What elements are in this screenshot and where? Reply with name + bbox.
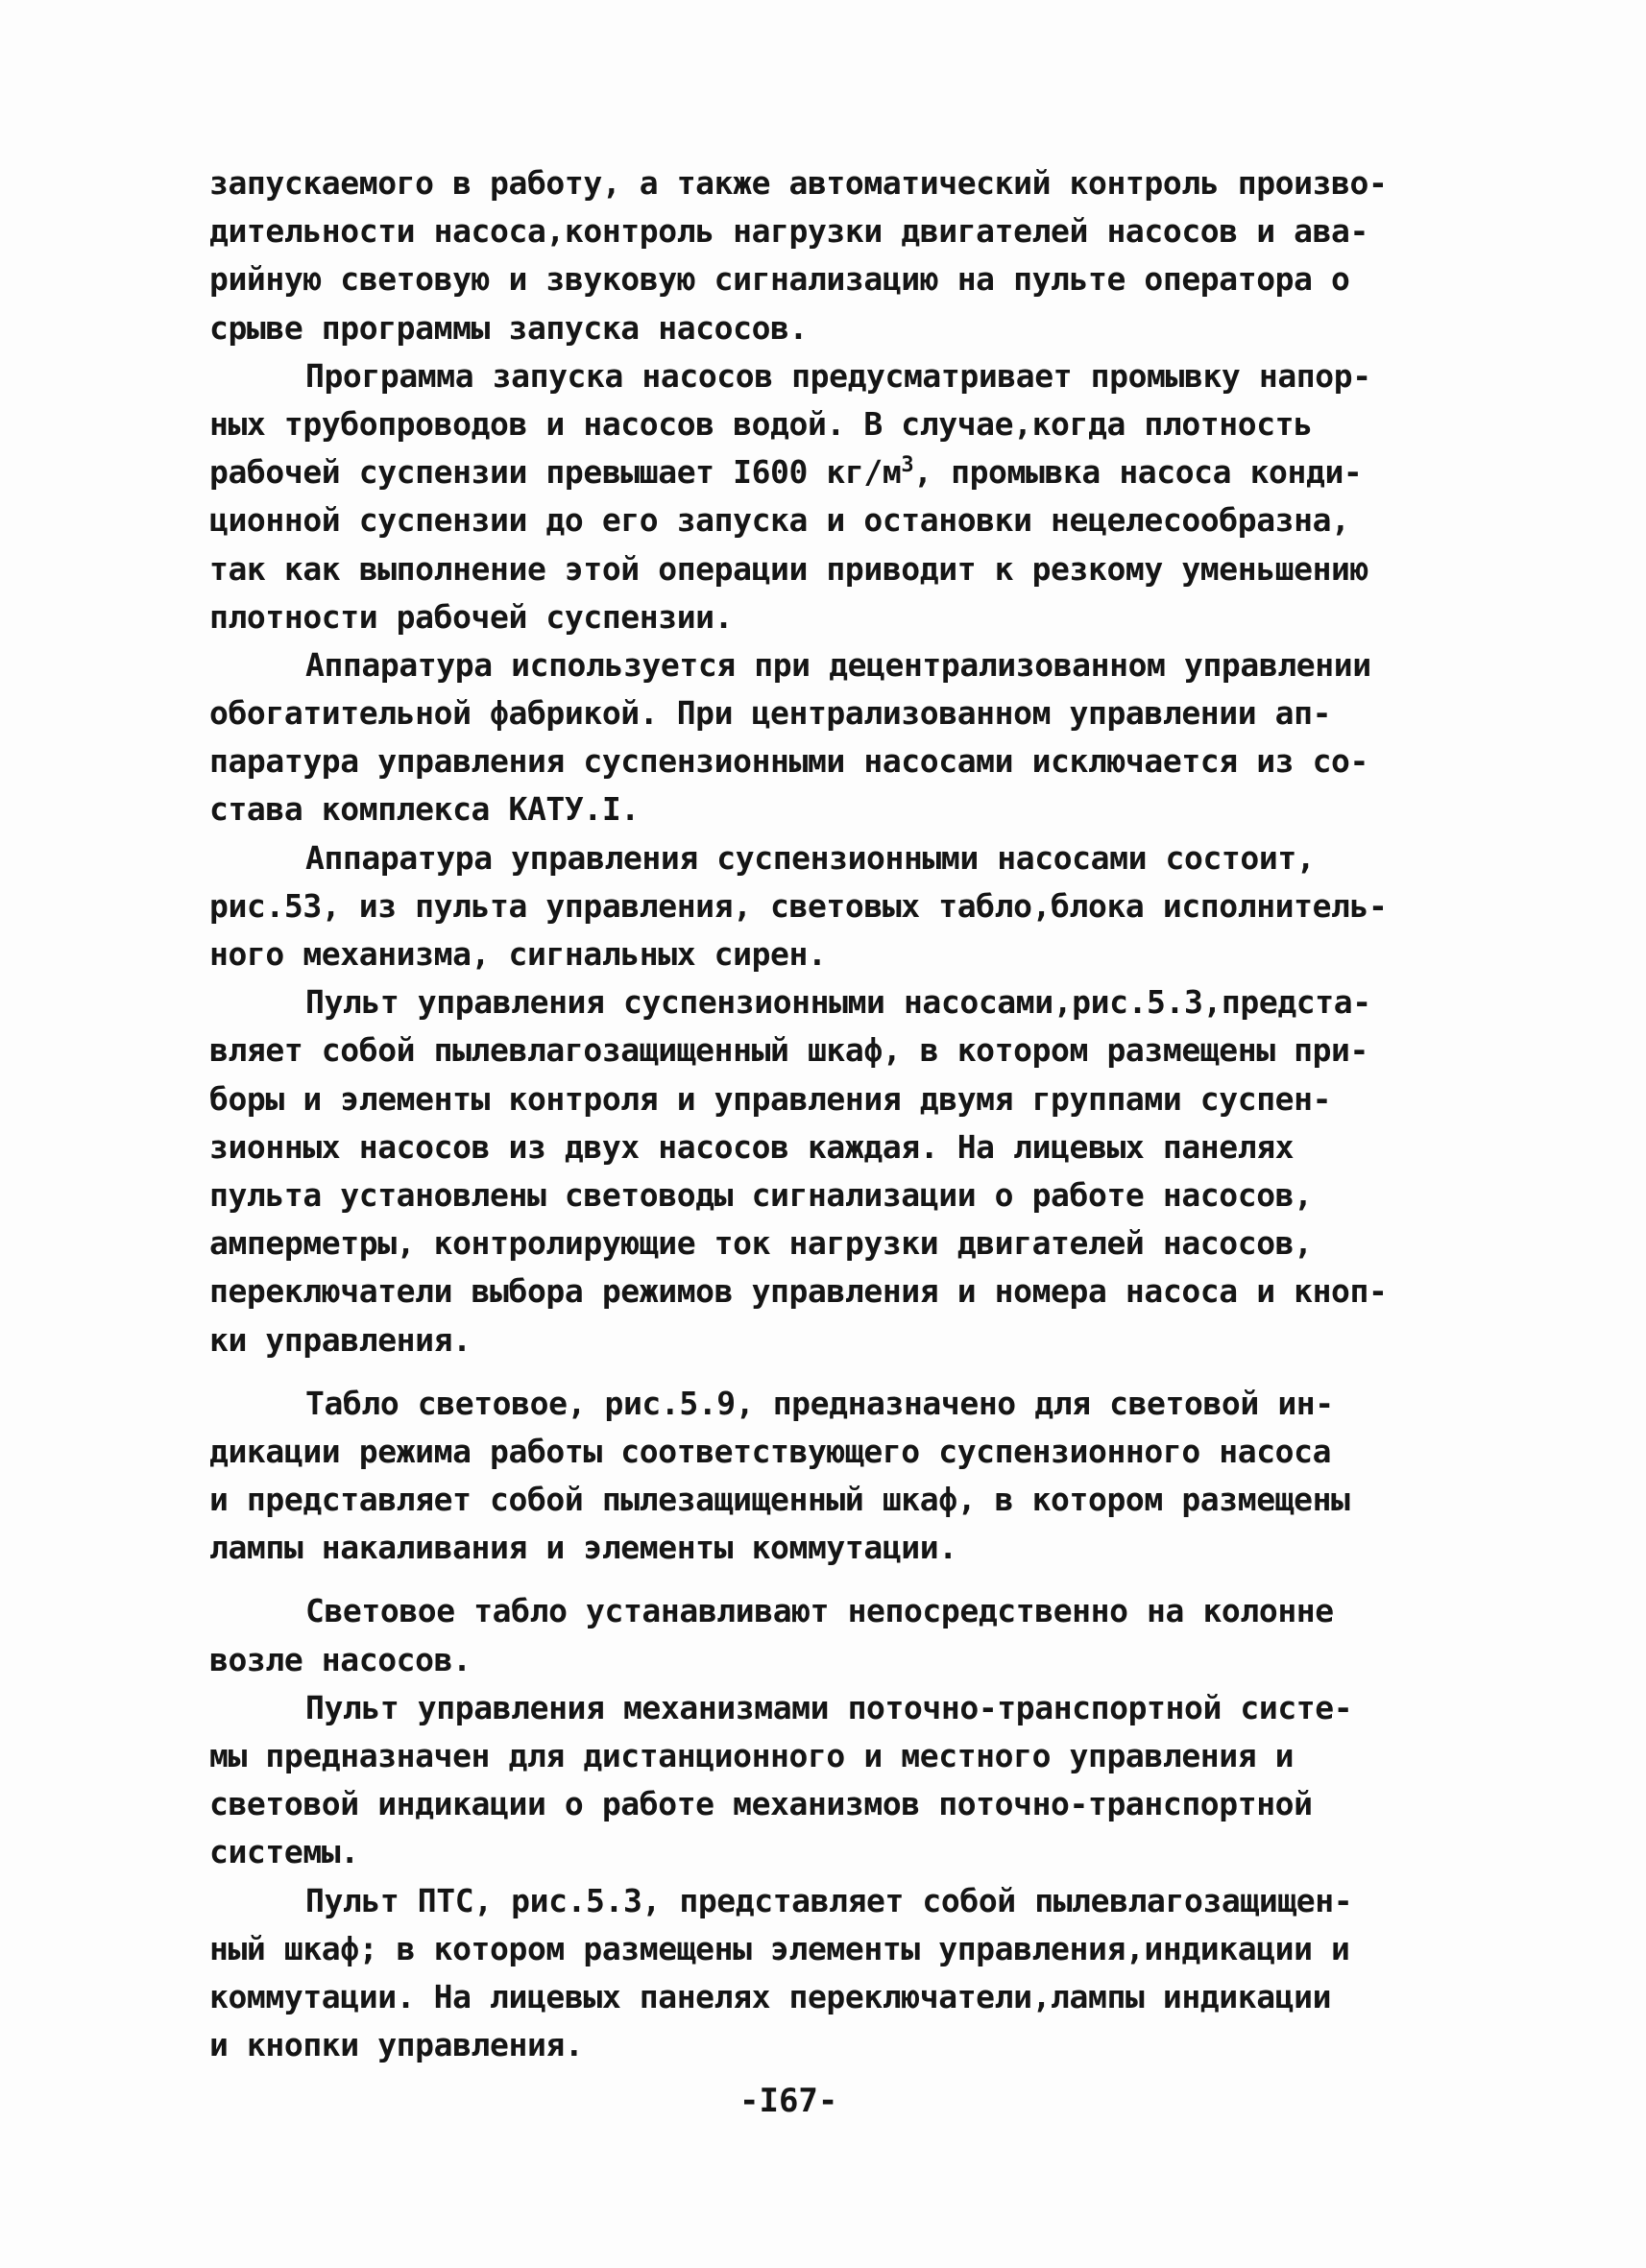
text-line: мы предназначен для дистанционного и местного управления и: [209, 1737, 1295, 1774]
text-line: пульта установлены световоды сигнализации о работе насосов,: [209, 1175, 1313, 1214]
text-line: ных трубопроводов и насосов водой. В случае,когда плотность: [209, 404, 1313, 443]
paragraph: [209, 834, 1458, 979]
text-line: зионных насосов из двух насосов каждая. На лицевых панелях: [209, 1127, 1295, 1166]
text-line: ки управления.: [209, 1320, 472, 1359]
text-line: запускаемого в работу, а также автоматический контроль произво-: [209, 164, 1388, 202]
page-number: -I67-: [739, 2082, 838, 2120]
text-line: рис.53, из пульта управления, световых табло,блока исполнитель-: [209, 886, 1388, 925]
text-line: световой индикации о работе механизмов поточно-транспортной: [209, 1785, 1313, 1823]
text-line: Аппаратура управления суспензионными насосами состоит,: [305, 838, 1316, 877]
text-line: обогатительной фабрикой. При централизованном управлении ап-: [209, 694, 1332, 733]
paragraph: [209, 352, 1458, 641]
text-line: боры и элементы контроля и управления двумя группами суспен-: [209, 1079, 1332, 1118]
text-line: става комплекса КАТУ.I.: [209, 790, 640, 829]
text-line: и представляет собой пылезащищенный шкаф, в котором размещены: [209, 1481, 1350, 1519]
text-line: и кнопки управления.: [209, 2026, 584, 2064]
text-line: Пульт управления механизмами поточно-транспортной систе-: [305, 1688, 1353, 1726]
text-line: Световое табло устанавливают непосредственно на колонне: [305, 1592, 1334, 1630]
text-line: коммутации. На лицевых панелях переключатели,лампы индикации: [209, 1977, 1332, 2015]
text-line-with-superscript: [209, 448, 1458, 496]
text-line: дикации режима работы соответствующего суспензионного насоса: [209, 1432, 1332, 1470]
text-line: возле насосов.: [209, 1640, 472, 1678]
paragraph: [209, 159, 1458, 352]
paragraph: [209, 1380, 1458, 1573]
paragraph: [209, 641, 1458, 834]
text-line: Программа запуска насосов предусматривает промывку напор-: [305, 356, 1371, 395]
paragraph: [209, 1587, 1458, 1683]
body-text: [209, 159, 1458, 2069]
text-line: рийную световую и звуковую сигнализацию на пульте оператора о: [209, 260, 1350, 299]
text-fragment: , промывка насоса конди-: [913, 453, 1363, 492]
text-line: Табло световое, рис.5.9, предназначено для световой ин-: [305, 1384, 1334, 1422]
text-line: переключатели выбора режимов управления и номера насоса и кноп-: [209, 1272, 1388, 1311]
text-line: дительности насоса,контроль нагрузки двигателей насосов и ава-: [209, 212, 1368, 251]
text-line: так как выполнение этой операции приводит к резкому уменьшению: [209, 549, 1368, 588]
text-line: Пульт управления суспензионными насосами,рис.5.3,предста-: [305, 983, 1371, 1022]
text-line: плотности рабочей суспензии.: [209, 597, 734, 636]
superscript: 3: [901, 453, 914, 478]
paragraph: [209, 1684, 1458, 1877]
text-line: системы.: [209, 1833, 359, 1871]
text-line: лампы накаливания и элементы коммутации.: [209, 1529, 957, 1567]
text-line: паратура управления суспензионными насосами исключается из со-: [209, 742, 1368, 781]
text-line: ционной суспензии до его запуска и остановки нецелесообразна,: [209, 501, 1350, 540]
text-line: амперметры, контролирующие ток нагрузки двигателей насосов,: [209, 1224, 1313, 1263]
text-line: вляет собой пылевлагозащищенный шкаф, в котором размещены при-: [209, 1031, 1368, 1070]
text-fragment: рабочей суспензии превышает I600 кг/м: [209, 453, 902, 492]
text-line: ный шкаф; в котором размещены элементы управления,индикации и: [209, 1929, 1350, 1967]
text-line: ного механизма, сигнальных сирен.: [209, 935, 827, 973]
paragraph: [209, 978, 1458, 1364]
text-line: Пульт ПТС, рис.5.3, представляет собой пылевлагозащищен-: [305, 1881, 1353, 1919]
text-line: Аппаратура используется при децентрализованном управлении: [305, 645, 1371, 684]
text-line: срыве программы запуска насосов.: [209, 308, 808, 347]
paragraph: [209, 1877, 1458, 2070]
